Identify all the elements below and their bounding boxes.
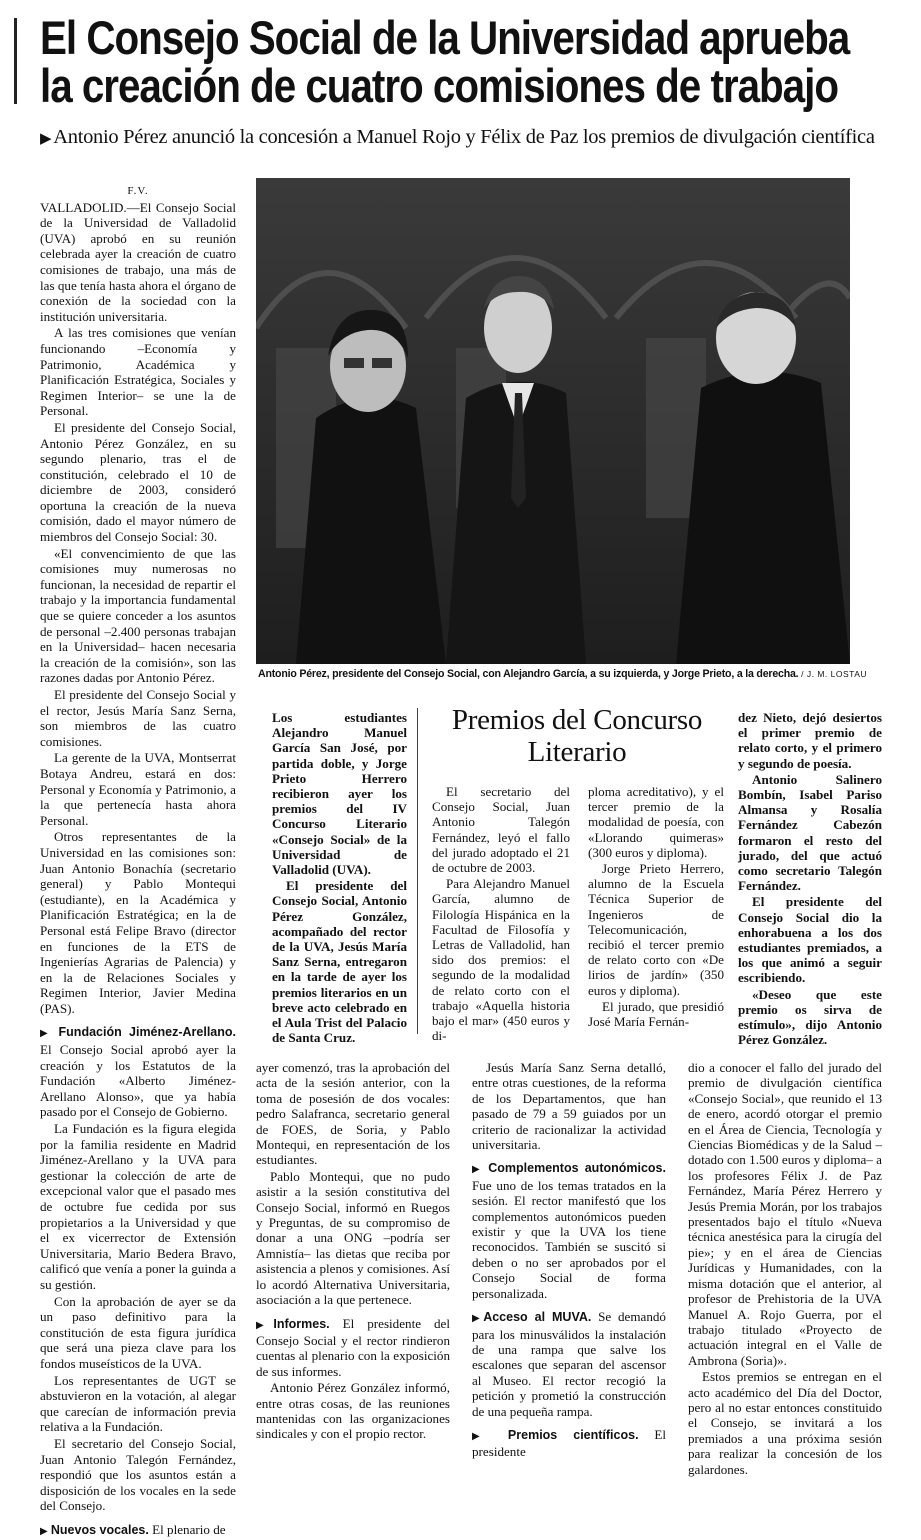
- fundacion-paragraph: [40, 1024, 236, 1120]
- article-paragraph: Jesús María Sanz Serna detalló, entre otras cuestiones, de la reforma de los Departamentos, que han pasado de 79 a 59 guiados por un criterio de racionalizar la actividad universitaria.: [472, 1060, 666, 1153]
- column-divider: [417, 708, 418, 1034]
- premios-paragraph: El secretario del Consejo Social, Juan Antonio Talegón Fernández, leyó el fallo del jurado adoptado el 21 de octubre de 2003.: [432, 784, 570, 876]
- column-1: [40, 184, 236, 1540]
- section-label: Fundación Jiménez-Arellano.: [58, 1025, 236, 1040]
- premios-column-d: [738, 710, 882, 1048]
- premios-column-a: [272, 710, 407, 1046]
- article-paragraph: Los representantes de UGT se abstuvieron en la votación, al alegar que carecían de información previa relativa a la Fundación.: [40, 1372, 236, 1435]
- article-paragraph: ayer comenzó, tras la aprobación del acta de la sesión anterior, con la toma de posesión de dos vocales: pedro Salafranca, secretario general de FOES, de Soria, y Pablo Montequi, en representación de los estudiantes.: [256, 1060, 450, 1168]
- muva-paragraph: [472, 1309, 666, 1419]
- article-paragraph: Estos premios se entregan en el acto académico del Día del Doctor, pero al no estar entonces constituido el Consejo, se invitará a los premiados a una próxima sesión para realizar la concesión de los galardones.: [688, 1369, 882, 1477]
- premios-paragraph: Antonio Salinero Bombín, Isabel Pariso Almansa y Rosalía Fernández Cabezón formaron el resto del jurado, del que actuó como secretario Talegón Fernández.: [738, 771, 882, 894]
- section-text: El plenario de: [152, 1521, 226, 1537]
- section-text: Fue uno de los temas tratados en la sesión. El rector manifestó que los complementos autonómicos pueden existir y que la UVA los tiene reconocidos. También se suscitó si deben o no ser aprobados por el Consejo Social de forma personalizada.: [472, 1177, 666, 1301]
- section-label: Acceso al MUVA.: [483, 1310, 592, 1325]
- premios-paragraph: «Deseo que este premio os sirva de estímulo», dijo Antonio Pérez González.: [738, 986, 882, 1048]
- headline: [40, 11, 850, 112]
- premios-paragraph: Para Alejandro Manuel García, alumno de Filología Hispánica en la Facultad de Filosofía y Letras de Valladolid, han sido dos premios: el segundo de la modalidad de relato corto con el trabajo «Aquella historia bajo el mar» (450 euros y di-: [432, 876, 570, 1044]
- premios-paragraph: El jurado, que presidió José María Fernán-: [588, 998, 724, 1030]
- photo-credit: / J. M. LOSTAU: [801, 669, 868, 679]
- triangle-icon: ▶: [40, 1028, 59, 1040]
- premios-title: Premios del Concurso Literario: [451, 704, 703, 768]
- article-paragraph: «El convencimiento de que las comisiones muy numerosas no funcionan, la necesidad de repartir el trabajo y la importancia fundamental que se quiere conceder a los asuntos de personal –2.400 personas trabajan en la Universidad– hacen necesaria la creación de la comisión», son las razones dadas por Antonio Pérez.: [40, 545, 236, 686]
- premios-column-c: [588, 784, 724, 1030]
- article-paragraph: La Fundación es la figura elegida por la familia residente en Madrid Jiménez-Arellano y la UVA para gestionar la colección de arte de excepcional valor que el pasado mes de octubre fue cedida por sus propietarios a la Universidad y que el ex vicerrector de Extensión Universitaria, Mario Bedera Bravo, calificó que venía a poner la guinda a su gestión.: [40, 1121, 236, 1292]
- subtitle: [40, 126, 875, 149]
- triangle-icon: ▶: [256, 1319, 274, 1331]
- article-paragraph: Pablo Montequi, que no pudo asistir a la sesión constitutiva del Consejo Social, informó en Ruegos y Preguntas, de su compromiso de donar a una ONG –podría ser Amnistía– las dietas que reciba por asistencia a plenos y comisiones. Así lo acordó Alternativa Universitaria, asociación a la que pertenece.: [256, 1168, 450, 1308]
- premios-paragraph: dez Nieto, dejó desiertos el primer premio de relato corto, y el primero y segundo de poesía.: [738, 710, 882, 771]
- article-paragraph: VALLADOLID.—El Consejo Social de la Universidad de Valladolid (UVA) aprobó en su reunión celebrada ayer la creación de cuatro comisiones de trabajo, una más de las que tenía hasta ahora el órgano de conexión de la sociedad con la institución universitaria.: [40, 199, 236, 324]
- premios-paragraph: Jorge Prieto Herrero, alumno de la Escuela Técnica Superior de Ingenieros de Telecomunicación, recibió el tercer premio de relato corto con «De lirios de jardín» (350 euros y diploma).: [588, 861, 724, 998]
- photo-caption: [258, 668, 867, 680]
- article-paragraph: Otros representantes de la Universidad en las comisiones son: Juan Antonio Bonachía (secretario general) y Pablo Montequi (estudiante), en la Académica y Planificación Estratégica; en la de Personal está Felipe Bravo (director en funciones de la ETS de Ingenierías Agrarias de Palencia) y en la de Relaciones Sociales y Regimen Interior, Javier Medina (PAS).: [40, 829, 236, 1016]
- triangle-icon: ▶: [472, 1164, 489, 1176]
- article-paragraph: Antonio Pérez González informó, entre otras cosas, de las reuniones mantenidas con las organizaciones sindicales y con el propio rector.: [256, 1380, 450, 1442]
- photo-illustration: [256, 178, 850, 664]
- article-paragraph: La gerente de la UVA, Montserrat Botaya Andreu, estará en dos: Personal y Economía y Patrimonio, a la que pertenecía hasta ahora Personal.: [40, 750, 236, 828]
- left-margin-rule: [14, 18, 17, 104]
- triangle-icon: ▶: [40, 1525, 51, 1537]
- premios-paragraph: Los estudiantes Alejandro Manuel García San José, por partida doble, y Jorge Prieto Herrero recibieron ayer los premios del IV Concurso Literario «Consejo Social» de la Universidad de Valladolid (UVA).: [272, 710, 407, 878]
- section-label: Nuevos vocales.: [50, 1522, 149, 1537]
- section-label: Premios científicos.: [507, 1427, 639, 1442]
- section-label: Informes.: [273, 1316, 330, 1331]
- section-text: El Consejo Social aprobó ayer la creación y los Estatutos de la Fundación «Alberto Jiménez-Arellano Alonso», que ya había pasado por el Consejo de Gobierno.: [40, 1042, 236, 1120]
- triangle-icon: ▶: [40, 131, 52, 147]
- column-4-bottom: [688, 1060, 882, 1478]
- subtitle-text: Antonio Pérez anunció la concesión a Manuel Rojo y Félix de Paz los premios de divulgación científica: [53, 126, 875, 148]
- news-photo: [256, 178, 850, 664]
- column-3-bottom: [472, 1060, 666, 1461]
- triangle-icon: ▶: [472, 1313, 484, 1325]
- premios-paragraph: El presidente del Consejo Social dio la enhorabuena a los dos estudiantes premiados, a los que animó a seguir escribiendo.: [738, 894, 882, 986]
- headline-line-2: la creación de cuatro comisiones de trabajo: [40, 59, 838, 112]
- article-paragraph: El secretario del Consejo Social, Juan Antonio Talegón Fernández, respondió que los asuntos están a disposición de los vocales en la sede del Consejo.: [40, 1435, 236, 1514]
- article-paragraph: dio a conocer el fallo del jurado del premio de divulgación científica «Consejo Social», que reunido el 13 de enero, acordó otorgar el premio en el Área de Ciencia, Tecnología y Ciencias Biomédicas y de la Salud –dotado con 1.500 euros y diploma– a los profesores Félix J. de Paz Fernández, María Pérez Herrero y Jesús Premia Morán, por los trabajos presentados bajo el título «Nueva técnica anestésica para la cirugía del pie»; y en el área de Ciencias Jurídicas y Humanidades, con la misma dotación que el anterior, al profesor de Prehistoria de la UVA Manuel A. Rojo Guerra, por el trabajo titulado «Proyecto de actuación integral en el Valle de Ambrona (Soria)».: [688, 1060, 882, 1368]
- section-text: El presidente del Consejo Social y el rector rindieron cuentas al plenario con la exposición de sus informes.: [256, 1315, 450, 1379]
- triangle-icon: ▶: [472, 1430, 508, 1442]
- article-paragraph: Con la aprobación de ayer se da un paso definitivo para la constitución de esta figura jurídica que será una pieza clave para los fondos museísticos de la UVA.: [40, 1293, 236, 1371]
- premios-paragraph: ploma acreditativo), y el tercer premio de la modalidad de poesía, con «Llorando quimeras» (300 euros y diploma).: [588, 784, 724, 860]
- section-text: El presidente: [472, 1426, 666, 1460]
- article-paragraph: El presidente del Consejo Social y el rector, Jesús María Sanz Serna, son miembros de las cuatro comisiones.: [40, 687, 236, 749]
- premios-column-b: [432, 784, 570, 1044]
- section-text: Se demandó para los minusválidos la instalación de una rampa que salve los escalones que separan del ascensor al Museo. El rector recogió la petición y prometió la construcción de una pequeña rampa.: [472, 1309, 666, 1419]
- informes-paragraph: [256, 1316, 450, 1380]
- complementos-paragraph: [472, 1160, 666, 1301]
- article-paragraph: El presidente del Consejo Social, Antonio Pérez González, en su segundo plenario, tras el de constitución, celebrado el 10 de diciembre de 2003, consideró oportuna la creación de la nueva comisión, dado el mayor número de miembros del Consejo Social: 30.: [40, 419, 236, 545]
- article-paragraph: A las tres comisiones que venían funcionando –Economía y Patrimonio, Académica y Planificación Estratégica, Sociales y Regimen Interior– se une la de Personal.: [40, 325, 236, 419]
- column-2-bottom: [256, 1060, 450, 1443]
- premios-paragraph: El presidente del Consejo Social, Antonio Pérez González, acompañado del rector de la UVA, Jesús María Sanz Serna, entregaron en la tarde de ayer los premios literarios en un breve acto celebrado en el Aula Trist del Palacio de Santa Cruz.: [272, 878, 407, 1046]
- byline: F.V.: [127, 185, 149, 197]
- nuevos-vocales-paragraph: [40, 1522, 236, 1540]
- section-label: Complementos autonómicos.: [488, 1161, 666, 1176]
- caption-text: Antonio Pérez, presidente del Consejo Social, con Alejandro García, a su izquierda, y Jorge Prieto, a la derecha.: [258, 668, 799, 680]
- premios-cientificos-paragraph: [472, 1427, 666, 1460]
- headline-line-1: El Consejo Social de la Universidad aprueba: [40, 11, 850, 64]
